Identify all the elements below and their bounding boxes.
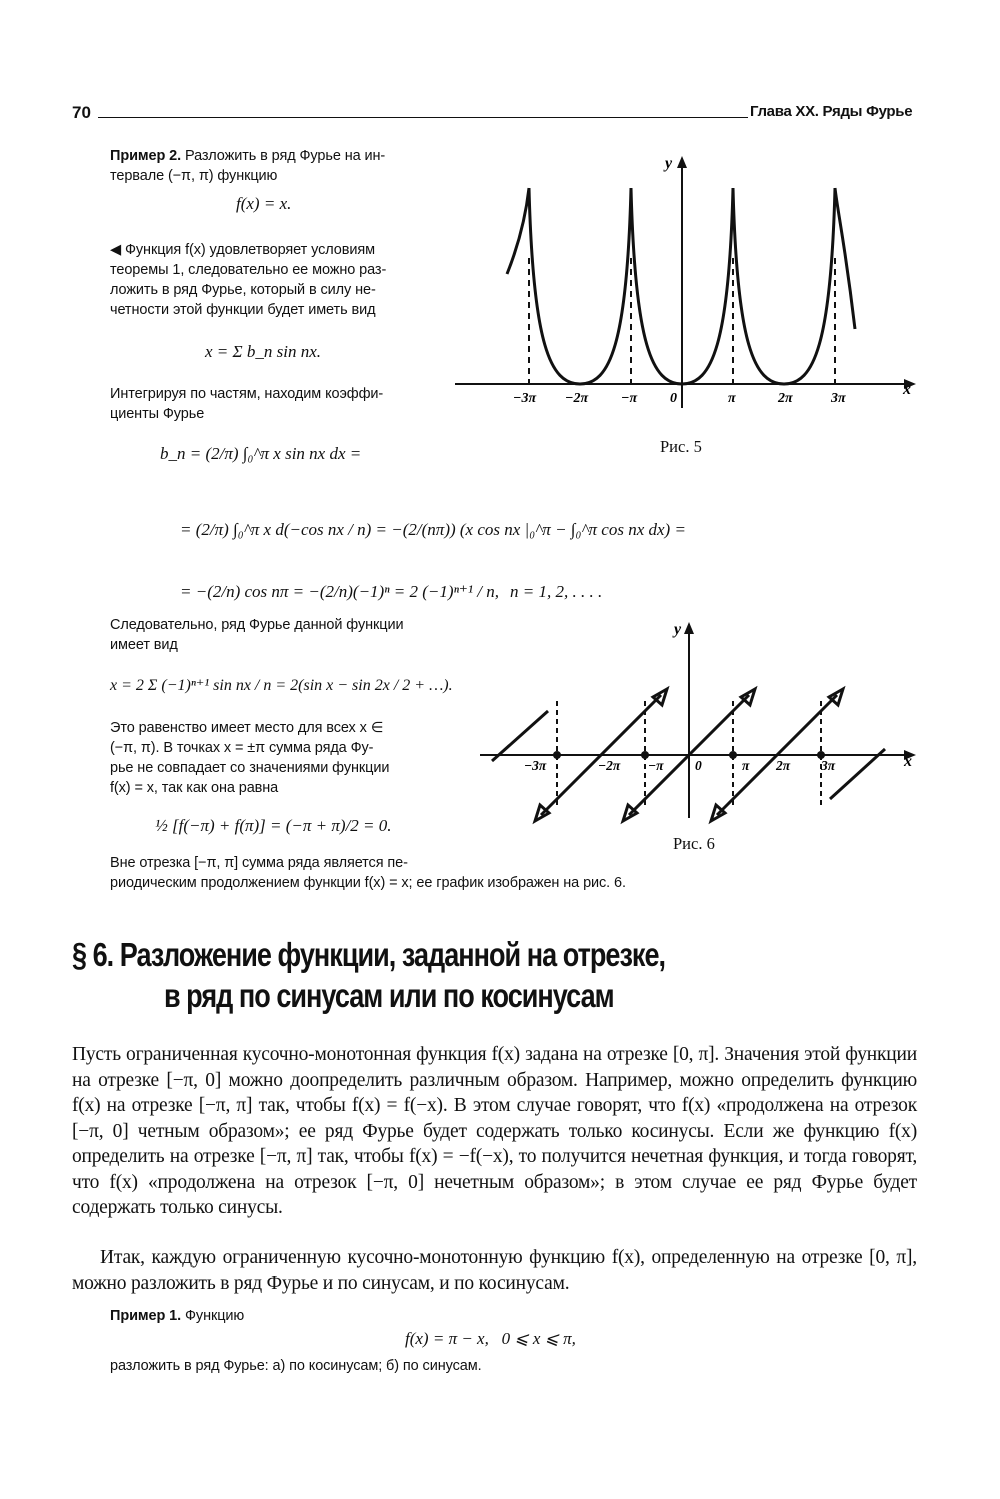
fig5-tick-label: 2π [778,391,793,406]
figure-6-caption: Рис. 6 [673,834,715,853]
outside-line: риодическим продолжением функции f(x) = x; ее график изображен на рис. 6. [110,875,626,891]
example1-task: разложить в ряд Фурье: а) по косинусам; б) по синусам. [110,1358,482,1374]
example2-statement [110,146,455,186]
fig5-curve-arc [733,188,835,384]
fig6-tick-label: −π [648,758,664,773]
series-formula: x = Σ b_n sin nx. [205,342,322,361]
fig6-tick-label: π [742,758,750,773]
consequently-line: имеет вид [110,637,178,653]
fig5-tick-label: −2π [565,391,589,406]
equality-line: (−π, π). В точках x = ±π сумма ряда Фу- [110,740,374,756]
example2-solution [110,240,455,320]
example2-statement-l2: тервале (−π, π) функцию [110,168,278,184]
integrating-line: Интегрируя по частям, находим коэффи- [110,386,384,402]
example2-function: f(x) = x. [236,194,292,213]
solution-line: ◀ Функция f(x) удовлетворяет условиям [110,242,375,258]
bn-formula-line1: b_n = (2/π) ∫₀^π x sin nx dx = [160,444,362,463]
fig5-tick-label: π [728,391,736,406]
section-paragraph-1: Пусть ограниченная кусочно-монотонная функция f(x) задана на отрезке [0, π]. Значения этой функции на отрезке [−π, 0] можно доопределить различным образом. Например, можно определить функцию f(x) на отрезке [−π, π] так, чтобы f(x) = f(−x). В этом случае говорят, что f(x) «продолжена на отрезок [−π, 0] четным образом»; ее ряд Фурье будет содержать только косинусы. Если же функцию f(x) определить на отрезке [−π, π] так, чтобы f(x) = −f(−x), то получится нечетная функция, и тогда говорят, что f(x) «продолжена на отрезок [−π, 0] нечетным образом»; в этом случае ее ряд Фурье будет содержать только синусы. [72,1044,917,1218]
example1-intro [110,1306,244,1326]
equality-text [110,718,470,798]
fig6-tick-label: 0 [695,758,702,773]
fig5-tick-label: 0 [670,391,677,406]
fig5-y-label: y [665,155,673,172]
example1-text: Функцию [185,1308,245,1324]
fig6-tick-label: 3π [821,758,836,773]
header-rule [98,117,748,118]
section-title-line2: в ряд по синусам или по косинусам [164,977,614,1014]
figure-5-caption: Рис. 5 [660,437,702,456]
solution-line: ложить в ряд Фурье, который в силу не- [110,282,376,298]
solution-line: теоремы 1, следовательно ее можно раз- [110,262,387,278]
fig6-tick-label: 2π [776,758,791,773]
example2-statement-l1: Разложить в ряд Фурье на ин- [185,148,386,164]
example1-function: f(x) = π − x, 0 ⩽ x ⩽ π, [405,1329,576,1348]
fig6-y-arrow [684,622,694,634]
example2-label: Пример 2. [110,148,182,164]
example1-label: Пример 1. [110,1308,182,1324]
fig6-zero-point [553,751,561,759]
equality-line: Это равенство имеет место для всех x ∈ [110,720,384,736]
equality-line: f(x) = x, так как она равна [110,780,279,796]
fig5-y-arrow [677,156,687,168]
fig6-tick-label: −3π [524,758,547,773]
fig5-tick-label: 3π [831,391,846,406]
solution-line: четности этой функции будет иметь вид [110,302,376,318]
outside-line: Вне отрезка [−π, π] сумма ряда является пе- [110,855,408,871]
fig5-curve-branch [835,188,855,329]
mean-value-formula: ½ [f(−π) + f(π)] = (−π + π)/2 = 0. [155,816,392,835]
figure-5 [455,150,925,425]
page-number: 70 [72,103,91,122]
fig6-sawtooth-segment [830,749,885,799]
section-paragraph-2: Итак, каждую ограниченную кусочно-монотонную функцию f(x), определенную на отрезке [0, π], можно разложить в ряд Фурье и по синусам, и по косинусам. [72,1247,917,1294]
fig6-tick-label: −2π [598,758,621,773]
equality-line: рье не совпадает со значениями функции [110,760,390,776]
outside-text [110,853,750,893]
fig5-tick-label: −3π [513,391,537,406]
fig5-curve-arc [529,188,631,384]
fig5-curve-branch [507,188,529,274]
consequently-text [110,615,470,655]
integrating-text [110,384,455,424]
fig6-x-label: x [904,753,912,770]
figure-6 [480,618,925,828]
fig6-sawtooth-segment [492,711,548,761]
bn-formula-line3: = −(2/n) cos nπ = −(2/n)(−1)ⁿ = 2 (−1)ⁿ⁺¹ / n, [180,582,499,601]
bn-formula-line2: = (2/π) ∫₀^π x d(−cos nx / n) = −(2/(nπ)) (x cos nx |₀^π − ∫₀^π cos nx dx) = [180,520,686,539]
integrating-line: циенты Фурье [110,406,205,422]
series-result: x = 2 Σ (−1)ⁿ⁺¹ sin nx / n = 2(sin x − sin 2x / 2 + …). [110,677,453,694]
fig6-zero-point [729,751,737,759]
fig5-x-label: x [903,381,911,398]
bn-range: n = 1, 2, . . . . [510,582,603,601]
consequently-line: Следовательно, ряд Фурье данной функции [110,617,404,633]
fig5-tick-label: −π [621,391,638,406]
running-head: Глава XX. Ряды Фурье [750,103,913,120]
section-title-line1: § 6. Разложение функции, заданной на отрезке, [72,936,666,973]
fig6-y-label: y [674,621,682,638]
